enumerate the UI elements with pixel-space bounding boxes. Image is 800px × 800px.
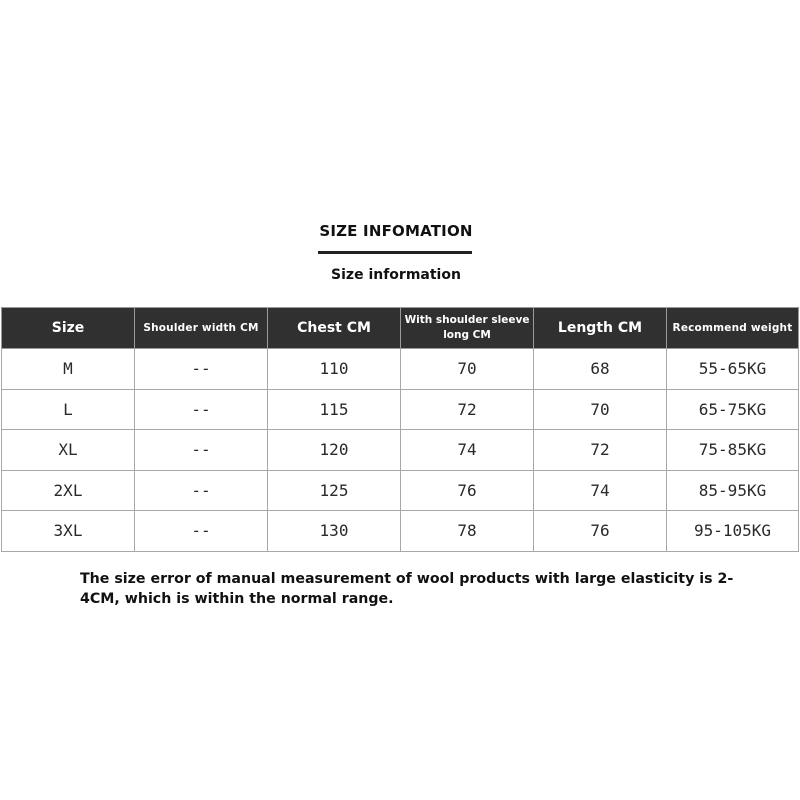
cell-size: 3XL: [2, 511, 135, 552]
table-row: [2, 389, 799, 430]
table-row: [2, 511, 799, 552]
cell-sleeve-length: 78: [401, 511, 534, 552]
cell-chest: 110: [268, 349, 401, 390]
cell-recommend-weight: 65-75KG: [667, 389, 799, 430]
cell-length: 74: [534, 470, 667, 511]
cell-shoulder-width: --: [135, 349, 268, 390]
cell-length: 70: [534, 389, 667, 430]
cell-recommend-weight: 85-95KG: [667, 470, 799, 511]
cell-shoulder-width: --: [135, 430, 268, 471]
cell-length: 68: [534, 349, 667, 390]
size-chart-table: [1, 307, 799, 552]
cell-size: L: [2, 389, 135, 430]
table-row: [2, 430, 799, 471]
cell-size: 2XL: [2, 470, 135, 511]
cell-sleeve-length: 70: [401, 349, 534, 390]
page-subtitle: Size information: [331, 267, 461, 283]
header-sleeve-length: With shoulder sleeve long CM: [401, 308, 534, 349]
cell-recommend-weight: 95-105KG: [667, 511, 799, 552]
cell-chest: 120: [268, 430, 401, 471]
cell-size: XL: [2, 430, 135, 471]
cell-sleeve-length: 76: [401, 470, 534, 511]
header-chest: Chest CM: [268, 308, 401, 349]
cell-shoulder-width: --: [135, 389, 268, 430]
page-title: SIZE INFOMATION: [319, 222, 473, 240]
cell-recommend-weight: 75-85KG: [667, 430, 799, 471]
title-underline: [318, 251, 472, 254]
cell-shoulder-width: --: [135, 511, 268, 552]
cell-size: M: [2, 349, 135, 390]
measurement-note: The size error of manual measurement of wool products with large elasticity is 2-4CM, which is within the normal range.: [80, 571, 734, 607]
cell-shoulder-width: --: [135, 470, 268, 511]
header-shoulder-width: Shoulder width CM: [135, 308, 268, 349]
table-row: [2, 470, 799, 511]
cell-sleeve-length: 72: [401, 389, 534, 430]
cell-length: 72: [534, 430, 667, 471]
table-header-row: [2, 308, 799, 349]
cell-chest: 125: [268, 470, 401, 511]
header-length: Length CM: [534, 308, 667, 349]
cell-sleeve-length: 74: [401, 430, 534, 471]
table-row: [2, 349, 799, 390]
cell-chest: 115: [268, 389, 401, 430]
cell-recommend-weight: 55-65KG: [667, 349, 799, 390]
header-size: Size: [2, 308, 135, 349]
header-recommend-weight: Recommend weight: [667, 308, 799, 349]
cell-length: 76: [534, 511, 667, 552]
cell-chest: 130: [268, 511, 401, 552]
